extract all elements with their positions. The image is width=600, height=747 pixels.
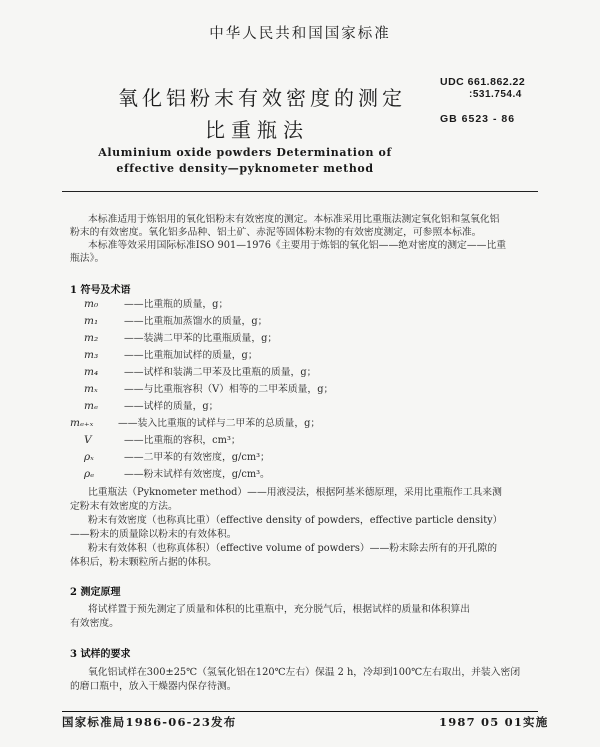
intro-line: 粉末的有效密度。氧化铝多品种、铝土矿、赤泥等固体粉末物的有效密度测定，可参照本标准。 [70,227,482,238]
symbol-row [70,417,320,430]
intro-line: 本标准等效采用国际标准ISO 901—1976《主要用于炼铝的氧化铝——绝对密度的测定——比重 [88,240,507,251]
symbol-definition: ——装入比重瓶的试样与二甲苯的总质量，g； [118,418,321,429]
symbol: mₓ [84,383,98,395]
symbol-definition: ——与比重瓶容积（V）相等的二甲苯质量，g； [124,384,334,395]
symbol: m₃ [84,349,99,361]
definition-line: 比重瓶法（Pyknometer method）——用液浸法，根据阿基米德原理，采用比重瓶作工具来测 [88,487,502,498]
symbol-row [84,349,258,362]
symbol: m₄ [84,366,99,378]
title-english-line1: Aluminium oxide powders Determination of [98,146,392,159]
symbol: m₁ [84,315,99,327]
sample-requirement-line: 氧化铝试样在300±25℃（氢氧化铝在120℃左右）保温 2 h，冷却到100℃左右取出，并装入密闭 [88,667,521,678]
header-divider [62,191,538,192]
symbol-definition: ——比重瓶加试样的质量，g； [124,350,258,361]
symbol-row [84,434,241,447]
section-heading: 2 测定原理 [70,587,121,598]
principle-line: 有效密度。 [70,618,119,629]
definition-line: ——粉末的质量除以粉末的有效体积。 [70,529,237,540]
symbol: V [84,434,92,446]
udc-code-continued: :531.754.4 [469,89,522,100]
title-chinese-line2: 比重瓶法 [205,118,309,142]
definition-line: 粉末有效体积（也称真体积）（effective volume of powders）——粉末除去所有的开孔隙的 [88,543,498,554]
symbol-definition: ——装满二甲苯的比重瓶质量，g； [124,333,278,344]
implementation-date: 1987 05 01实施 [439,715,549,729]
definition-line: 定粉末有效密度的方法。 [70,501,178,512]
symbol-definition: ——比重瓶加蒸馏水的质量，g； [124,316,268,327]
section-heading: 1 符号及术语 [70,285,131,296]
symbol-row [84,451,270,464]
symbol-definition: ——粉末试样有效密度，g/cm³。 [124,469,270,480]
symbol-definition: ——试样的质量，g； [124,401,219,412]
symbol: ρₓ [84,451,94,463]
symbol-row [84,332,277,345]
intro-line: 瓶法》。 [70,253,105,264]
udc-code: UDC 661.862.22 [440,76,526,88]
symbol-row [84,468,270,481]
symbol-row [84,366,316,379]
national-standard-label: 中华人民共和国国家标准 [209,26,391,42]
symbol-definition: ——比重瓶的质量，g； [124,299,229,310]
symbol-definition: ——试样和装满二甲苯及比重瓶的质量，g； [124,367,317,378]
definition-line: 粉末有效密度（也称真比重）（effective density of powders，effective particle density） [88,515,503,526]
section-heading: 3 试样的要求 [70,649,131,660]
symbol-row [84,315,267,328]
footer-divider [62,711,538,712]
principle-line: 将试样置于预先测定了质量和体积的比重瓶中，充分脱气后，根据试样的质量和体积算出 [88,604,471,615]
definition-line: 体积后，粉末颗粒所占据的体积。 [70,557,217,568]
issue-date: 国家标准局1986-06-23发布 [62,715,237,729]
symbol: m₂ [84,332,99,344]
title-english-line2: effective density—pyknometer method [116,162,374,175]
symbol-definition: ——比重瓶的容积，cm³； [124,435,241,446]
symbol-row [84,298,228,311]
title-chinese-line1: 氧化铝粉末有效密度的测定 [118,86,406,110]
symbol: mₑ [84,400,99,412]
symbol-row [84,383,333,396]
symbol-definition: ——二甲苯的有效密度，g/cm³； [124,452,270,463]
symbol: mₑ₊ₓ [70,417,94,429]
intro-line: 本标准适用于炼铝用的氧化铝粉末有效密度的测定。本标准采用比重瓶法测定氧化铝和氢氧化铝 [88,214,500,225]
symbol-row [84,400,218,413]
symbol: ρₑ [84,468,95,480]
symbol: m₀ [84,298,99,310]
gb-number: GB 6523 - 86 [440,113,516,125]
sample-requirement-line: 的磨口瓶中，放入干燥器内保存待测。 [70,681,237,692]
